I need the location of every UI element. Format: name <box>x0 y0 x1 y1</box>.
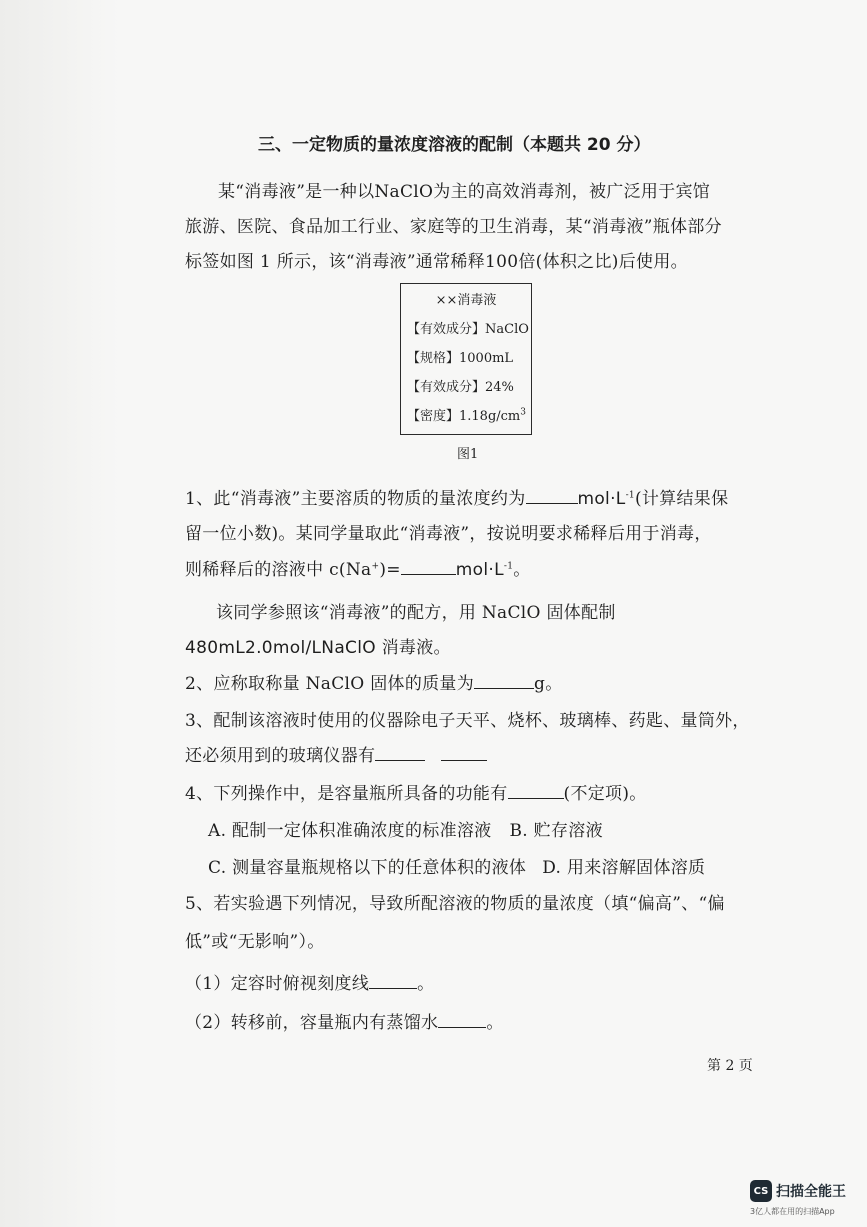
page-shadow <box>0 0 120 1227</box>
question-4-options-ab: A. 配制一定体积准确浓度的标准溶液 B. 贮存溶液 <box>208 821 603 841</box>
question-5-sub-1: （1）定容时俯视刻度线 。 <box>185 974 435 994</box>
answer-blank <box>508 784 564 799</box>
question-4: 4、下列操作中，是容量瓶所具备的功能有 (不定项)。 <box>185 784 647 804</box>
label-row-density: 【密度】$1.18g/cm^3$ <box>407 407 526 424</box>
figure-caption: 图1 <box>457 447 479 462</box>
preparation-line-2: 480mL2.0mol/LNaClO 消毒液。 <box>185 638 451 658</box>
intro-line-1: 某“消毒液”是一种以NaClO为主的高效消毒剂，被广泛用于宾馆 <box>218 182 711 202</box>
intro-line-2: 旅游、医院、食品加工行业、家庭等的卫生消毒，某“消毒液”瓶体部分 <box>185 217 722 237</box>
question-1-line-1: 1、此“消毒液”主要溶质的物质的量浓度约为 $mol\cdot L^{-1}$(计算结果保 <box>185 489 729 509</box>
answer-blank <box>401 560 456 575</box>
section-title: 三、一定物质的量浓度溶液的配制（本题共 20 分） <box>258 135 651 155</box>
watermark-name: 扫描全能王 <box>776 1184 846 1200</box>
question-3-line-1: 3、配制该溶液时使用的仪器除电子天平、烧杯、玻璃棒、药匙、量筒外， <box>185 711 750 731</box>
answer-blank <box>441 746 487 761</box>
label-row-concentration: 【有效成分】24% <box>407 380 514 395</box>
intro-line-3: 标签如图 1 所示，该“消毒液”通常稀释100倍(体积之比)后使用。 <box>185 252 688 272</box>
label-row-volume: 【规格】1000mL <box>407 351 514 366</box>
question-5-line-1: 5、若实验遇下列情况，导致所配溶液的物质的量浓度（填“偏高”、“偏 <box>185 894 725 914</box>
label-row-ingredient: 【有效成分】NaClO <box>407 322 529 337</box>
product-label-figure <box>400 283 532 435</box>
answer-blank <box>375 746 425 761</box>
question-4-options-cd: C. 测量容量瓶规格以下的任意体积的液体 D. 用来溶解固体溶质 <box>208 858 706 878</box>
question-5-line-2: 低”或“无影响”）。 <box>185 932 325 952</box>
question-1-line-3: 则稀释后的溶液中 $c(Na^+)= mol\cdot L^{-1}$。 <box>185 560 531 580</box>
question-5-sub-2: （2）转移前，容量瓶内有蒸馏水 。 <box>185 1013 504 1033</box>
answer-blank <box>474 674 534 689</box>
page-number: 第 2 页 <box>707 1058 753 1074</box>
question-3-line-2: 还必须用到的玻璃仪器有 <box>185 741 487 766</box>
answer-blank <box>369 974 417 989</box>
watermark-subtitle: 3亿人都在用的扫描App <box>750 1207 835 1216</box>
camscanner-watermark <box>750 1180 846 1202</box>
camscanner-icon: CS <box>750 1180 772 1202</box>
question-2: 2、应称取称量 NaClO 固体的质量为 g。 <box>185 674 563 694</box>
answer-blank <box>526 489 578 504</box>
question-1-line-2: 留一位小数)。某同学量取此“消毒液”，按说明要求稀释后用于消毒， <box>185 524 712 544</box>
preparation-line-1: 该同学参照该“消毒液”的配方，用 NaClO 固体配制 <box>216 603 616 623</box>
label-title: ××消毒液 <box>435 293 497 308</box>
answer-blank <box>438 1013 486 1028</box>
